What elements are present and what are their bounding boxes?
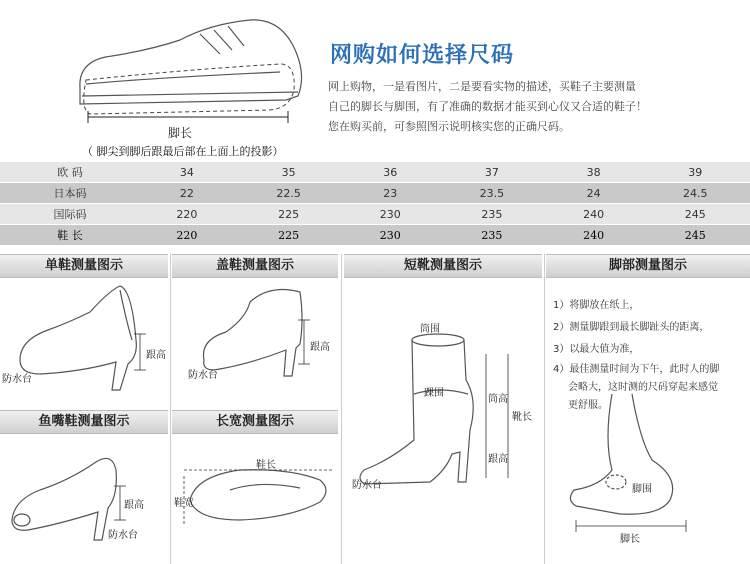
peep-platform-label: 防水台 — [108, 530, 138, 541]
foot-length-label: 脚长 — [168, 126, 193, 140]
sole-dashed-outline — [84, 64, 294, 114]
table-cell: 23.5 — [437, 183, 546, 204]
table-cell: 34 — [140, 162, 234, 183]
table-cell: 22.5 — [234, 183, 343, 204]
table-cell: 23 — [343, 183, 437, 204]
foot-step-1: 1）将脚放在纸上， — [553, 300, 640, 311]
table-cell: 24 — [547, 183, 641, 204]
boot-length-label: 靴长 — [512, 412, 532, 423]
foot-girth-label: 脚围 — [632, 484, 652, 495]
foot-step-4-end: 更舒服。 — [568, 400, 608, 411]
boot-platform-label: 防水台 — [352, 480, 382, 491]
table-cell: 225 — [234, 204, 343, 225]
length-width-panel-title: 长宽测量图示 — [172, 410, 338, 434]
foot-length-label-bottom: 脚长 — [620, 534, 640, 545]
covered-shoe-panel-title: 盖鞋测量图示 — [172, 254, 338, 278]
boot-heel-label: 跟高 — [488, 454, 508, 465]
table-cell: 220 — [140, 204, 234, 225]
peep-toe-illustration — [12, 458, 116, 540]
table-cell: 24.5 — [641, 183, 750, 204]
table-row — [0, 183, 750, 204]
table-cell: 245 — [641, 225, 750, 246]
peep-heel-label: 跟高 — [124, 500, 144, 511]
boot-illustration — [360, 334, 473, 484]
single-platform-label: 防水台 — [2, 374, 32, 385]
table-cell: 245 — [641, 204, 750, 225]
pump-illustration — [20, 286, 136, 390]
row-label: 国际码 — [0, 204, 140, 225]
peep-toe-panel-title: 鱼嘴鞋测量图示 — [0, 410, 168, 434]
foot-step-3: 3）以最大值为准， — [553, 344, 640, 355]
table-cell: 220 — [140, 225, 234, 246]
row-label: 欧 码 — [0, 162, 140, 183]
foot-step-4: 4）最佳测量时间为下午，此时人的脚 — [553, 364, 720, 375]
table-cell: 37 — [437, 162, 546, 183]
table-cell: 230 — [343, 225, 437, 246]
intro-line-1: 网上购物，一是看图片，二是要看实物的描述，买鞋子主要测量 — [328, 80, 636, 93]
boot-shaft-label: 筒高 — [488, 394, 508, 405]
covered-shoe-illustration — [203, 290, 302, 376]
table-cell: 240 — [547, 225, 641, 246]
table-cell: 35 — [234, 162, 343, 183]
table-row — [0, 225, 750, 246]
single-heel-label: 跟高 — [146, 350, 166, 361]
row-label: 鞋 长 — [0, 225, 140, 246]
single-shoe-panel-title: 单鞋测量图示 — [0, 254, 168, 278]
table-cell: 39 — [641, 162, 750, 183]
foot-length-note: （ 脚尖到脚后跟最后部在上面上的投影） — [82, 145, 284, 158]
boot-ankle-label: 踝围 — [424, 388, 444, 399]
table-cell: 38 — [547, 162, 641, 183]
table-row — [0, 162, 750, 183]
table-cell: 240 — [547, 204, 641, 225]
table-cell: 22 — [140, 183, 234, 204]
foot-panel-title: 脚部测量图示 — [546, 254, 750, 278]
foot-step-4-cont: 会略大，这时测的尺码穿起来感觉 — [568, 382, 718, 393]
shoe-width-label: 鞋宽 — [174, 498, 194, 509]
table-row — [0, 204, 750, 225]
boot-calf-label: 筒围 — [420, 324, 440, 335]
sneaker-illustration — [80, 20, 302, 104]
foot-step-2: 2）测量脚跟到最长脚趾头的距离， — [553, 322, 710, 333]
covered-heel-label: 跟高 — [310, 342, 330, 353]
panel-divider — [544, 254, 545, 564]
intro-line-3: 您在购买前，可参照图示说明核实您的正确尺码。 — [328, 120, 570, 133]
top-view-shoe-illustration — [190, 470, 326, 520]
panel-divider — [170, 254, 171, 564]
panel-divider — [341, 254, 342, 564]
covered-platform-label: 防水台 — [188, 370, 218, 381]
shoe-length-label: 鞋长 — [256, 460, 276, 471]
foot-length-arrow — [88, 111, 288, 123]
table-cell: 230 — [343, 204, 437, 225]
row-label: 日本码 — [0, 183, 140, 204]
foot-illustration — [570, 394, 672, 514]
table-cell: 225 — [234, 225, 343, 246]
table-cell: 235 — [437, 225, 546, 246]
table-cell: 235 — [437, 204, 546, 225]
page-title: 网购如何选择尺码 — [330, 43, 515, 68]
short-boot-panel-title: 短靴测量图示 — [344, 254, 542, 278]
table-cell: 36 — [343, 162, 437, 183]
intro-line-2: 自己的脚长与脚围，有了准确的数据才能买到心仪又合适的鞋子！ — [328, 100, 647, 113]
size-table — [0, 162, 750, 246]
